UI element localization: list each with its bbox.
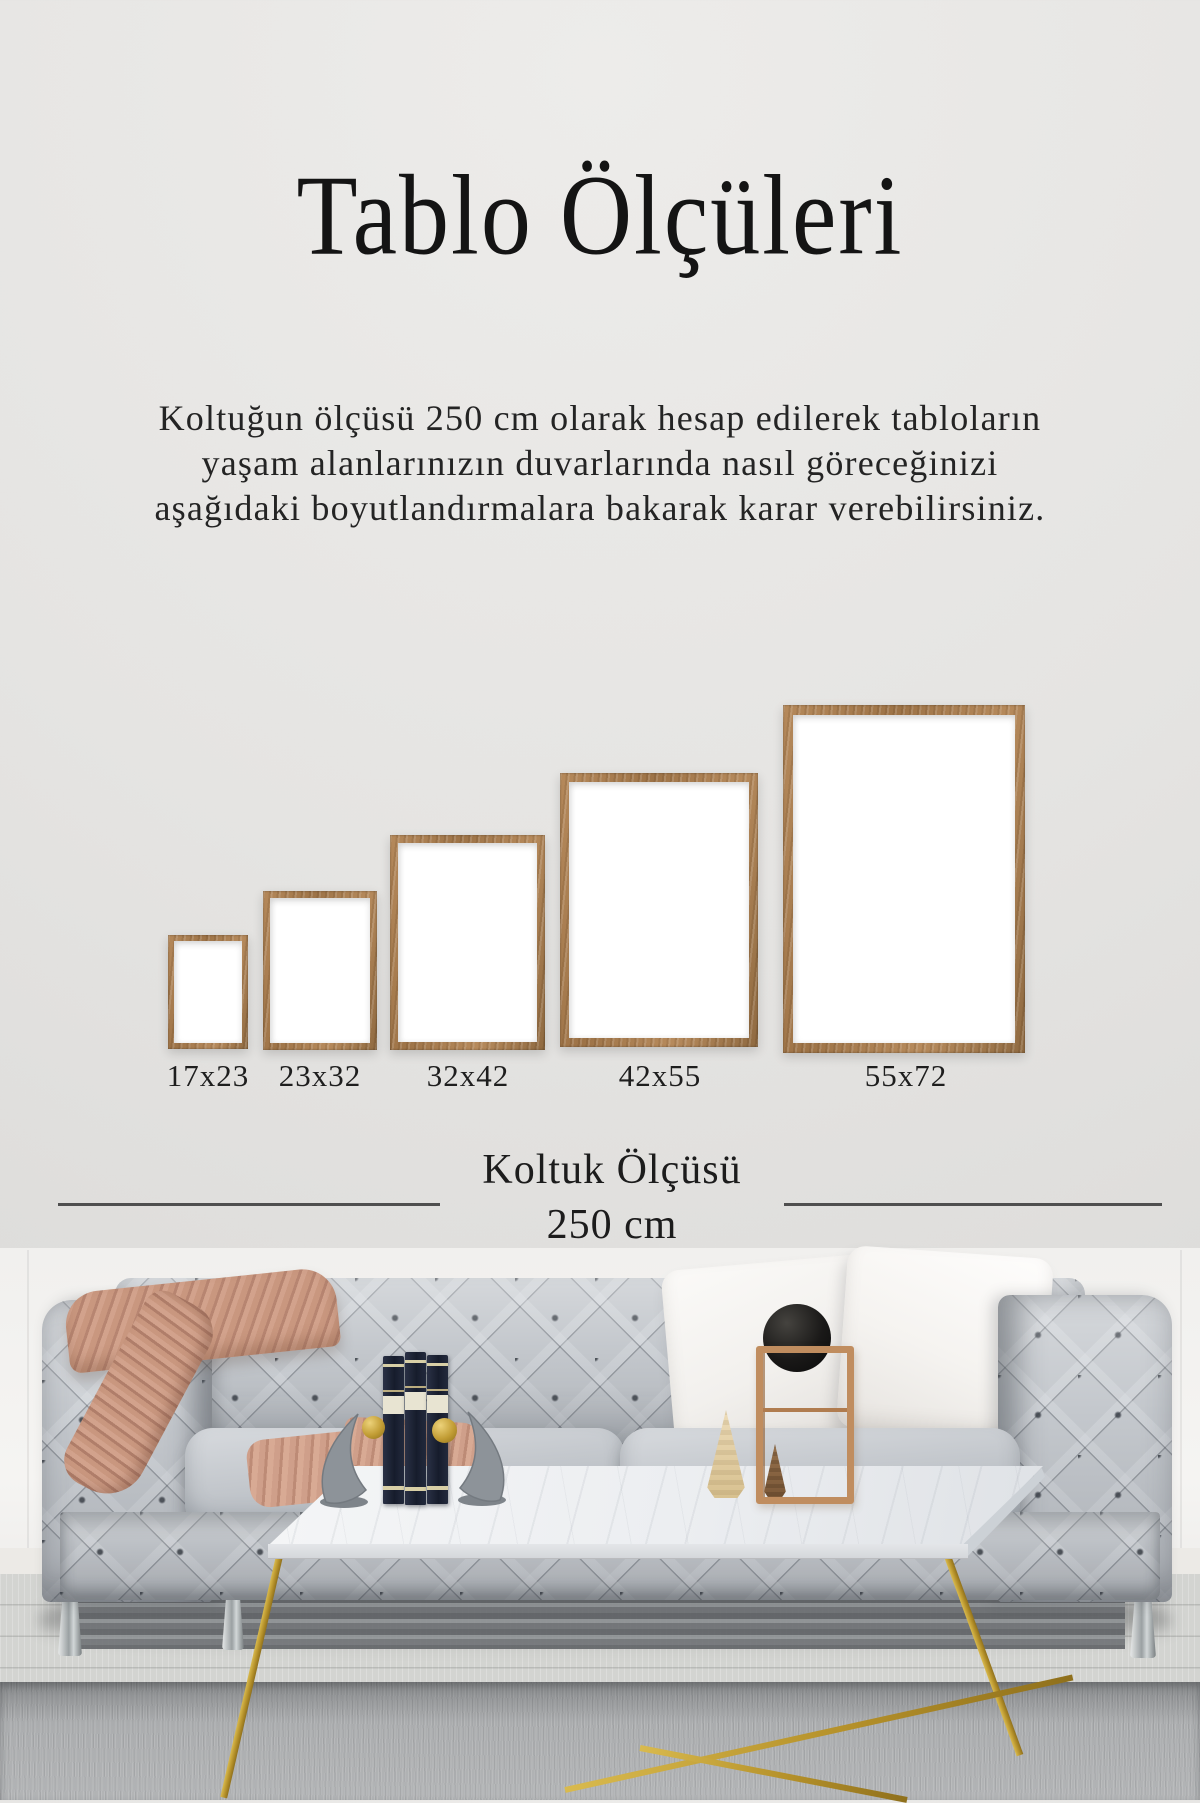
seal-sculpture-icon (438, 1404, 510, 1506)
frame-23x32-mat (270, 898, 370, 1043)
frame-32x42 (390, 835, 545, 1050)
bookend-right (438, 1404, 510, 1511)
frame-23x32 (263, 891, 377, 1050)
sofa-measure-label: Koltuk Ölçüsü (482, 1147, 742, 1193)
frame-55x72 (783, 705, 1025, 1053)
description-line-1: Koltuğun ölçüsü 250 cm olarak hesap edilerek tabloların (158, 398, 1042, 438)
page-title: Tablo Ölçüleri (296, 152, 904, 279)
frame-42x55-mat (569, 782, 749, 1038)
book-spine-2 (405, 1352, 426, 1505)
sofa-measure-value: 250 cm (546, 1202, 678, 1248)
frame-label-17x23: 17x23 (166, 1058, 250, 1093)
frame-label-32x42: 32x42 (426, 1058, 510, 1093)
divider-right (784, 1203, 1162, 1206)
frame-label-23x32: 23x32 (278, 1058, 362, 1093)
frame-42x55 (560, 773, 758, 1047)
frame-label-55x72: 55x72 (864, 1058, 948, 1093)
frame-label-42x55: 42x55 (618, 1058, 702, 1093)
wall-corner-left (27, 1250, 29, 1575)
description-line-3: aşağıdaki boyutlandırmalara bakarak karar verebilirsiniz. (154, 488, 1046, 528)
frame-55x72-mat (793, 715, 1015, 1043)
seal-sculpture-icon (316, 1406, 388, 1508)
frame-17x23-mat (174, 941, 242, 1043)
wall-corner-right (1180, 1250, 1182, 1575)
bookend-left (316, 1406, 388, 1513)
rose-gold-lantern (756, 1346, 854, 1504)
frame-32x42-mat (398, 843, 537, 1042)
sofa-measure (382, 1146, 842, 1249)
description-line-2: yaşam alanlarınızın duvarlarında nasıl göreceğinizi (201, 443, 999, 483)
description-paragraph (50, 396, 1150, 531)
frame-17x23 (168, 935, 248, 1049)
coffee-table-edge (268, 1544, 968, 1559)
